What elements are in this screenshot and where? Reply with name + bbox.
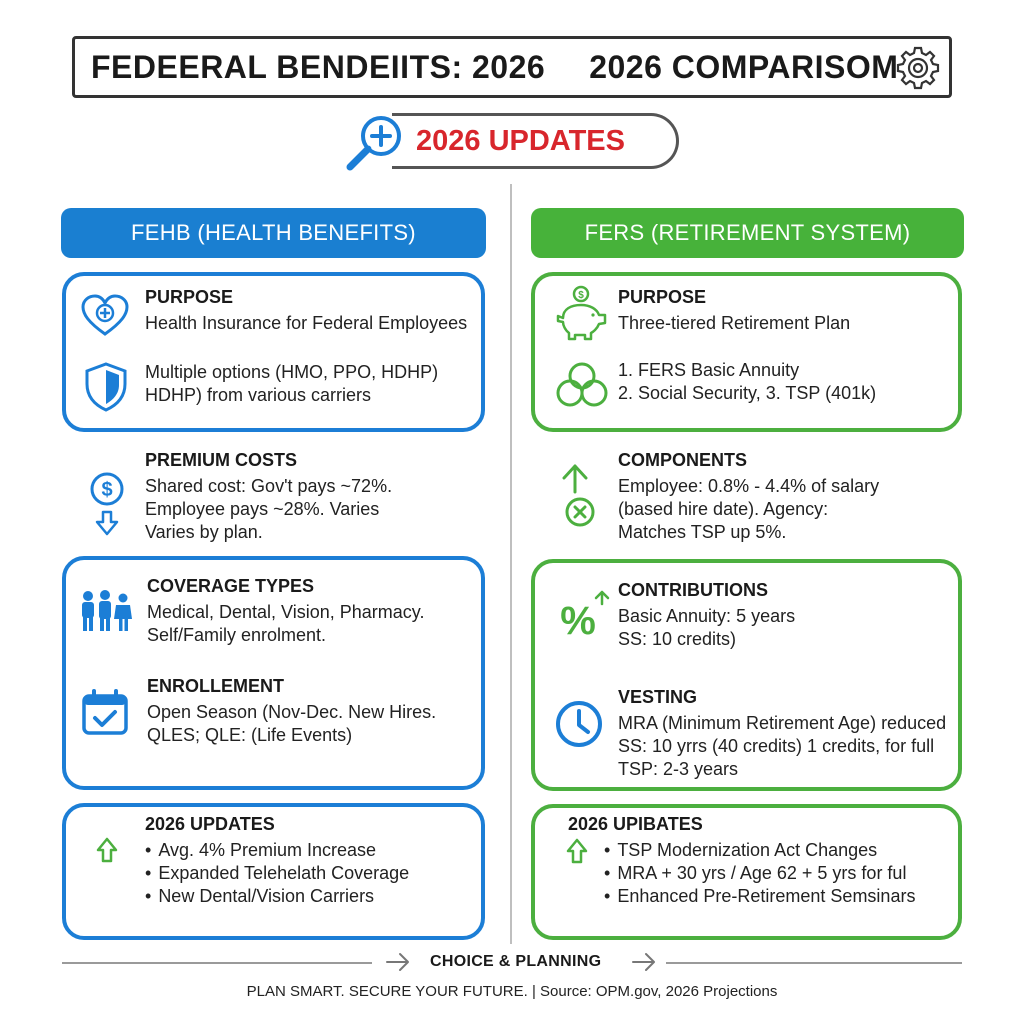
fers-purpose-line: 1. FERS Basic Annuity [618, 360, 800, 380]
magnifier-plus-icon [343, 112, 407, 176]
fers-components [618, 450, 879, 544]
heart-plus-icon [80, 294, 130, 338]
fers-update-item: • TSP Modernization Act Changes [604, 839, 915, 862]
fehb-updates [145, 814, 409, 908]
fehb-purpose-line: Multiple options (HMO, PPO, HDHP) [145, 362, 439, 382]
footer-tagline: PLAN SMART. SECURE YOUR FUTURE. | Source: OPM.gov, 2026 Projections [246, 983, 778, 1000]
fers-components-line: Matches TSP up 5%. [618, 522, 787, 542]
fers-purpose-line: 2. Social Security, 3. TSP (401k) [618, 383, 877, 403]
fers-vesting-line: TSP: 2-3 years [618, 759, 739, 779]
fers-vesting-title: VESTING [618, 687, 698, 707]
fehb-coverage-line: Medical, Dental, Vision, Pharmacy. [147, 602, 425, 622]
fers-header: FERS (RETIREMENT SYSTEM) [531, 208, 964, 258]
fehb-coverage-line: Self/Family enrolment. [147, 625, 327, 645]
fehb-update-item: • New Dental/Vision Carriers [145, 885, 409, 908]
svg-text:$: $ [101, 479, 113, 501]
arrow-down-icon [95, 510, 119, 536]
fers-vesting [618, 687, 946, 781]
x-circle-icon [564, 496, 596, 528]
fers-purpose-line: Three-tiered Retirement Plan [618, 313, 851, 333]
fers-contributions-line: Basic Annuity: 5 years [618, 606, 796, 626]
fehb-coverage [147, 576, 424, 647]
fers-components-line: (based hire date). Agency: [618, 499, 829, 519]
fehb-header: FEHB (HEALTH BENEFITS) [61, 208, 486, 258]
percent-icon [558, 588, 610, 640]
calendar-check-icon [81, 689, 129, 737]
fehb-premium [145, 450, 392, 544]
arrow-up-icon [96, 837, 118, 863]
arrow-right-icon [631, 951, 657, 973]
fehb-purpose [145, 287, 467, 407]
linked-circles-icon [553, 361, 611, 409]
page-subtitle: 2026 COMPARISOM [589, 48, 899, 85]
fehb-premium-line: Varies by plan. [145, 522, 263, 542]
clock-icon [554, 699, 604, 749]
svg-text:%: % [560, 599, 596, 640]
fers-vesting-line: SS: 10 yrrs (40 credits) 1 credits, for full [618, 736, 935, 756]
fehb-premium-line: Shared cost: Gov't pays ~72%. [145, 476, 393, 496]
title-bar [72, 36, 952, 98]
dollar-coin-icon [89, 471, 125, 507]
fehb-purpose-title: PURPOSE [145, 287, 234, 307]
fers-components-line: Employee: 0.8% - 4.4% of salary [618, 476, 880, 496]
fehb-update-item: • Expanded Telehelath Coverage [145, 862, 409, 885]
fehb-premium-line: Employee pays ~28%. Varies [145, 499, 380, 519]
footer-rule-right [666, 962, 962, 964]
page-title: FEDEERAL BENDEIITS: 2026 [91, 48, 546, 85]
fers-update-item: • MRA + 30 yrs / Age 62 + 5 yrs for ful [604, 862, 915, 885]
fehb-purpose-line: HDHP) from various carriers [145, 385, 372, 405]
piggy-bank-icon [553, 284, 609, 342]
fers-update-item: • Enhanced Pre-Retirement Semsinars [604, 885, 915, 908]
arrow-up-icon [562, 464, 588, 494]
fers-updates [568, 814, 915, 908]
fehb-enrollment-title: ENROLLEMENT [147, 676, 284, 696]
gear-icon [895, 45, 941, 91]
fehb-updates-title: 2026 UPDATES [145, 814, 275, 834]
fers-purpose-title: PURPOSE [618, 287, 707, 307]
fers-updates-title: 2026 UPIBATES [568, 814, 703, 834]
footer-rule-left [62, 962, 372, 964]
column-divider [510, 184, 512, 944]
arrow-right-icon [385, 951, 411, 973]
shield-icon [84, 362, 128, 412]
updates-banner-label: 2026 UPDATES [416, 124, 625, 157]
fehb-purpose-line: Health Insurance for Federal Employees [145, 313, 468, 333]
fers-contributions-line: SS: 10 credits) [618, 629, 737, 649]
updates-banner [392, 113, 679, 169]
svg-text:$: $ [578, 290, 584, 301]
fers-purpose [618, 287, 876, 405]
footer-label: CHOICE & PLANNING [430, 953, 602, 970]
fers-contributions [618, 580, 795, 651]
fehb-premium-title: PREMIUM COSTS [145, 450, 298, 470]
fehb-enrollment [147, 676, 436, 747]
fehb-enrollment-line: QLES; QLE: (Life Events) [147, 725, 353, 745]
family-icon [76, 589, 134, 633]
fers-components-title: COMPONENTS [618, 450, 748, 470]
fehb-enrollment-line: Open Season (Nov-Dec. New Hires. [147, 702, 437, 722]
fehb-update-item: • Avg. 4% Premium Increase [145, 839, 409, 862]
fehb-coverage-title: COVERAGE TYPES [147, 576, 315, 596]
fers-contributions-title: CONTRIBUTIONS [618, 580, 768, 600]
fers-vesting-line: MRA (Minimum Retirement Age) reduced [618, 713, 947, 733]
